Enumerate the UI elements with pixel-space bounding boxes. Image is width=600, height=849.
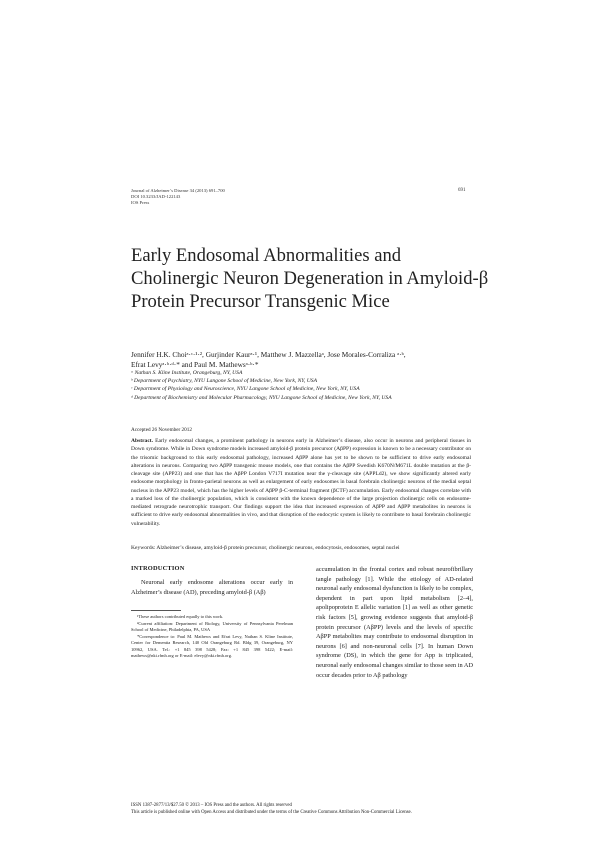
footnotes [131, 614, 293, 660]
abstract-label: Abstract. [131, 438, 154, 444]
right-column: accumulation in the frontal cortex and robust neurofibrillary tangle pathology [1]. While the etiology of AD-related neuronal early endosomal dysfunction is likely to be complex, dependent in part upon lipid metabolism [2–4], apolipoprotein E allelic variation [1] as well as other genetic risk factors [5], growing evidence suggests that amyloid-β protein precursor (AβPP) levels and the levels of specific AβPP metabolites may contribute to endosomal disruption in neurons [6] and non-neuronal cells [7]. In human Down syndrome (DS), in which the gene for App is triplicated, neuronal early endosomal changes similar to those seen in AD occur decades prior to Aβ pathology [316, 566, 473, 679]
article-title: Early Endosomal Abnormalities and Cholinergic Neuron Degeneration in Amyloid-β Protein Precursor Transgenic Mice [131, 245, 489, 312]
footnote-rule [131, 610, 181, 611]
license-line: This article is published online with Open Access and distributed under the terms of the Creative Commons Attribution Non-Commercial License. [131, 810, 412, 816]
footnote-2: ²Current affiliation: Department of Biology, University of Pennsylvania Perelman School of Medicine, Philadelphia, PA, USA [131, 620, 293, 632]
introduction-left-text: Neuronal early endosome alterations occur early in Alzheimer’s disease (AD), preceding amyloid-β (Aβ) [131, 579, 293, 596]
publisher: IOS Press [131, 200, 150, 205]
affiliations [131, 369, 501, 402]
left-column [131, 565, 293, 597]
page-number: 691 [458, 188, 466, 193]
authors-line-1: Jennifer H.K. Choiᵃ·ᶜ·¹·², Gurjinder Kaurᵃ·¹, Matthew J. Mazzellaᵃ, Jose Morales-Corraliza ᵃ·ᵇ, [131, 350, 406, 359]
introduction-heading: INTRODUCTION [131, 565, 185, 572]
copyright-block [131, 802, 471, 817]
footnote-correspondence: *Correspondence to: Paul M. Mathews and Efrat Levy, Nathan S. Kline Institute, Center for Dementia Research, 140 Old Orangeburg Rd. Bldg 39, Orangeburg, NY 10962, USA. Tel.: +1 845 398 5428; Fax: +1 845 398 5422; E-mail: mathews@nki.rfmh.org or E-mail: elevy@nki.rfmh.org. [131, 633, 293, 658]
affiliation-a: ᵃ Nathan S. Kline Institute, Orangeburg, NY, USA [131, 370, 243, 376]
journal-citation: Journal of Alzheimer’s Disease 34 (2013) 691–700 [131, 188, 225, 193]
issn-line: ISSN 1387-2877/13/$27.50 © 2013 – IOS Press and the authors. All rights reserved [131, 803, 292, 808]
doi: DOI 10.3233/JAD-122143 [131, 194, 181, 199]
keywords: Keywords: Alzheimer’s disease, amyloid-β protein precursor, cholinergic neurons, endocytosis, endosomes, septal nuclei [131, 545, 400, 551]
accepted-date: Accepted 26 November 2012 [131, 427, 192, 433]
footnote-1: ¹These authors contributed equally to this work. [137, 614, 224, 619]
journal-header [131, 188, 225, 206]
abstract [131, 437, 471, 528]
affiliation-c: ᶜ Department of Physiology and Neuroscience, NYU Langone School of Medicine, New York, NY, USA [131, 386, 360, 393]
affiliation-b: ᵇ Department of Psychiatry, NYU Langone School of Medicine, New York, NY, USA [131, 378, 317, 385]
authors-line-2: Efrat Levyᵃ·ᵇ·ᵈ·* and Paul M. Mathewsᵃ·ᵇ·* [131, 360, 259, 369]
authors [131, 350, 491, 370]
abstract-text: Early endosomal changes, a prominent pathology in neurons early in Alzheimer’s disease, also occur in neurons and peripheral tissues in Down syndrome. While in Down syndrome models increased amyloid-β protein precursor (AβPP) expression is known to be a necessary contributor on the trisomic background to this early endosomal pathology, increased AβPP alone has yet to be shown to be sufficient to drive early endosomal alterations in neurons. Comparing two AβPP transgenic mouse models, one that contains the AβPP Swedish K670N/M671L double mutation at the β-cleavage site (APP23) and one that has the AβPP London V717I mutation near the γ-cleavage site (APPLd2), we show significantly altered early endosome morphology in fronto-parietal neurons as well as enlargement of early endosomes in basal forebrain cholinergic neurons of the medial septal nucleus in the APP23 model, which has the higher levels of AβPP β-C-terminal fragment (βCTF) accumulation. Early endosomal changes correlate with a marked loss of the cholinergic population, which is consistent with the known dependence of the large projection cholinergic cells on endosome-mediated retrograde neurotrophic transport. Our findings support the idea that increased expression of AβPP and AβPP metabolites in neurons is sufficient to drive early endosomal abnormalities in vivo, and that disruption of the endocytic system is likely to contribute to basal forebrain cholinergic vulnerability. [131, 438, 471, 527]
affiliation-d: ᵈ Department of Biochemistry and Molecular Pharmacology, NYU Langone School of Medicine, New York, NY, USA [131, 394, 392, 401]
